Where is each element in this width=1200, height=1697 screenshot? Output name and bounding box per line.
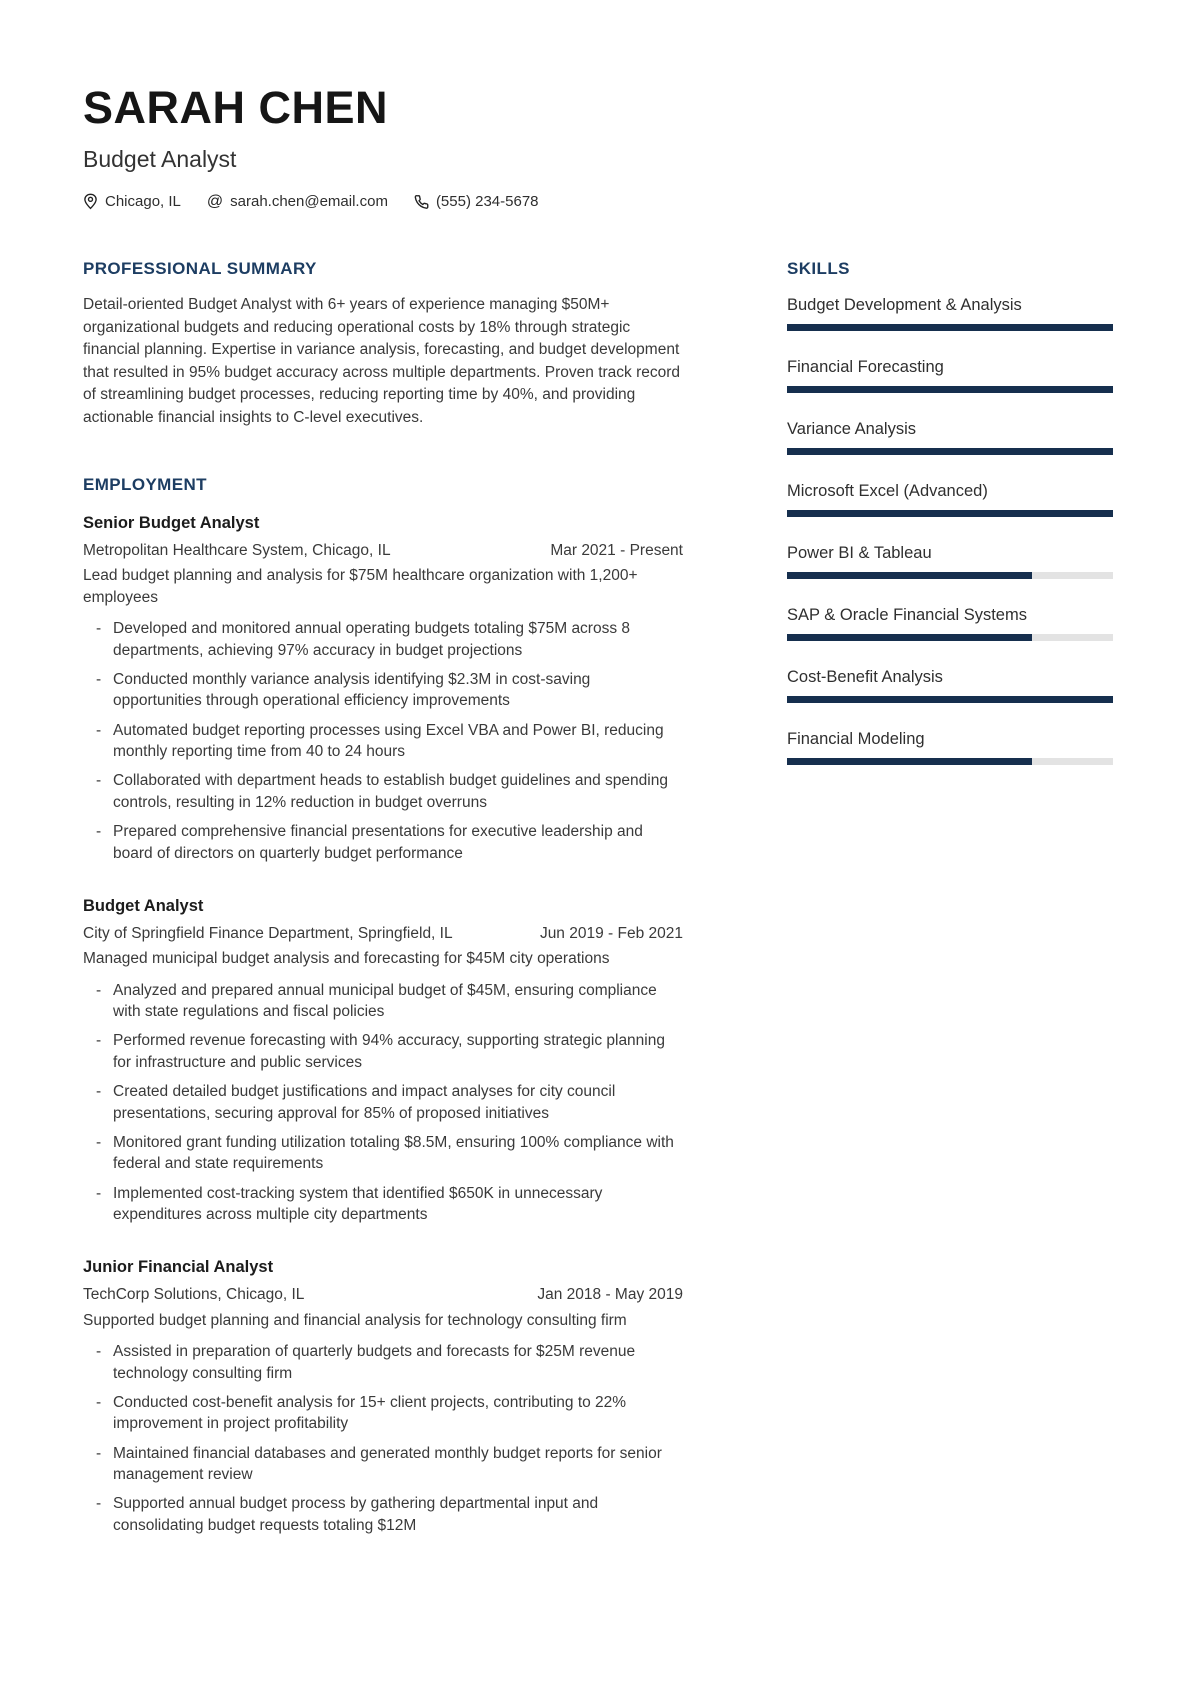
job-bullet — [83, 1081, 683, 1124]
job-list — [83, 514, 683, 1536]
job-bullet — [83, 980, 683, 1023]
job-title: Senior Budget Analyst — [83, 514, 260, 533]
bullet-dash: - — [96, 1343, 102, 1361]
skill-bar-track — [787, 696, 1113, 703]
skill-item — [787, 482, 1113, 517]
skill-item — [787, 420, 1113, 455]
summary-text: Detail-oriented Budget Analyst with 6+ years of experience managing $50M+ organizational budgets and reducing operational costs by 18% through strategic financial planning. Expertise in variance analysis, forecasting, and budget development that resulted in 95% budget accuracy across multiple departments. Proven track record of streamlining budget processes, reducing reporting time by 40%, and providing actionable financial insights to C-level executives. — [83, 296, 681, 426]
bullet-dash: - — [96, 1444, 102, 1462]
bullet-text: Performed revenue forecasting with 94% accuracy, supporting strategic planning for infrastructure and public services — [113, 1032, 665, 1071]
person-job-title: Budget Analyst — [83, 146, 237, 173]
skill-label: Cost-Benefit Analysis — [787, 668, 943, 687]
skill-label: SAP & Oracle Financial Systems — [787, 606, 1027, 625]
contact-email — [207, 193, 388, 210]
skill-item — [787, 730, 1113, 765]
skill-item — [787, 296, 1113, 331]
job-meta-row — [83, 923, 683, 944]
bullet-text: Created detailed budget justifications and impact analyses for city council presentations, securing approval for 85% of proposed initiatives — [113, 1083, 616, 1122]
skill-bar-track — [787, 634, 1113, 641]
skill-bar-track — [787, 510, 1113, 517]
job-bullet — [83, 618, 683, 661]
job-bullet — [83, 720, 683, 763]
skill-bar-fill — [787, 324, 1113, 331]
job-title: Junior Financial Analyst — [83, 1258, 274, 1277]
content-columns — [83, 259, 1113, 1544]
job-entry — [83, 1258, 683, 1536]
bullet-dash: - — [96, 981, 102, 999]
skill-bar-fill — [787, 758, 1032, 765]
job-bullet-list — [83, 980, 683, 1226]
bullet-text: Implemented cost-tracking system that identified $650K in unnecessary expenditures across multiple city departments — [113, 1184, 603, 1224]
job-bullet — [83, 1443, 683, 1486]
bullet-dash: - — [96, 620, 102, 638]
contact-location — [83, 193, 181, 210]
bullet-text: Assisted in preparation of quarterly budgets and forecasts for $25M revenue technology consulting firm — [113, 1343, 636, 1382]
skill-bar-track — [787, 448, 1113, 455]
job-bullet — [83, 1132, 683, 1175]
skill-item — [787, 358, 1113, 393]
bullet-dash: - — [96, 1495, 102, 1513]
bullet-text: Supported annual budget process by gathering departmental input and consolidating budget requests totaling $12M — [113, 1495, 599, 1534]
bullet-text: Developed and monitored annual operating budgets totaling $75M across 8 departments, achieving 97% accuracy in budget projections — [113, 620, 631, 659]
bullet-text: Prepared comprehensive financial presentations for executive leadership and board of directors on quarterly budget performance — [113, 823, 643, 862]
section-professional-summary — [83, 259, 683, 429]
skill-bar-track — [787, 386, 1113, 393]
job-entry — [83, 514, 683, 864]
bullet-text: Collaborated with department heads to establish budget guidelines and spending controls, resulting in 12% reduction in budget overruns — [113, 772, 668, 811]
section-employment — [83, 475, 683, 1536]
location-pin-icon — [83, 193, 98, 210]
skill-label: Power BI & Tableau — [787, 544, 932, 563]
job-bullet — [83, 1030, 683, 1073]
job-dates: Mar 2021 - Present — [550, 542, 683, 560]
job-summary: Lead budget planning and analysis for $75M healthcare organization with 1,200+ employees — [83, 567, 638, 606]
section-skills — [787, 259, 1113, 765]
job-bullet — [83, 770, 683, 813]
bullet-dash: - — [96, 823, 102, 841]
location-text: Chicago, IL — [105, 193, 181, 211]
job-bullet-list — [83, 1341, 683, 1536]
bullet-dash: - — [96, 670, 102, 688]
skill-item — [787, 544, 1113, 579]
skill-bar-fill — [787, 634, 1032, 641]
skill-item — [787, 668, 1113, 703]
bullet-text: Maintained financial databases and generated monthly budget reports for senior management review — [113, 1444, 662, 1484]
at-sign-icon: @ — [206, 192, 224, 210]
job-dates: Jan 2018 - May 2019 — [537, 1286, 683, 1304]
skill-label: Variance Analysis — [787, 420, 917, 439]
job-title: Budget Analyst — [83, 896, 204, 915]
skill-bar-track — [787, 324, 1113, 331]
contact-phone — [414, 193, 539, 210]
job-bullet — [83, 1493, 683, 1536]
job-company: City of Springfield Finance Department, Springfield, IL — [83, 924, 453, 942]
job-bullet-list — [83, 618, 683, 864]
employment-heading: EMPLOYMENT — [83, 475, 207, 495]
job-bullet — [83, 821, 683, 864]
bullet-text: Conducted cost-benefit analysis for 15+ client projects, contributing to 22% improvement in project profitability — [113, 1393, 627, 1433]
skill-bar-fill — [787, 510, 1113, 517]
skills-heading: SKILLS — [787, 259, 850, 279]
skill-bar-fill — [787, 386, 1113, 393]
job-bullet — [83, 1183, 683, 1226]
skill-label: Microsoft Excel (Advanced) — [787, 482, 988, 501]
skill-label: Budget Development & Analysis — [787, 296, 1022, 315]
skill-bar-track — [787, 572, 1113, 579]
skill-label: Financial Modeling — [787, 730, 925, 749]
bullet-text: Monitored grant funding utilization totaling $8.5M, ensuring 100% compliance with federal and state requirements — [113, 1133, 674, 1173]
bullet-dash: - — [96, 772, 102, 790]
job-bullet — [83, 1392, 683, 1435]
email-text: sarah.chen@email.com — [230, 193, 388, 211]
bullet-dash: - — [96, 1083, 102, 1101]
job-entry — [83, 897, 683, 1226]
skill-bar-fill — [787, 696, 1113, 703]
bullet-text: Analyzed and prepared annual municipal budget of $45M, ensuring compliance with state regulations and fiscal policies — [113, 981, 657, 1021]
job-summary: Supported budget planning and financial analysis for technology consulting firm — [83, 1311, 627, 1329]
phone-icon — [414, 194, 429, 210]
job-company: Metropolitan Healthcare System, Chicago, IL — [83, 542, 391, 560]
contact-row — [83, 193, 1113, 210]
resume-header — [83, 84, 1113, 210]
summary-heading: PROFESSIONAL SUMMARY — [83, 259, 317, 279]
job-company: TechCorp Solutions, Chicago, IL — [83, 1286, 305, 1304]
bullet-dash: - — [96, 1184, 102, 1202]
skill-bar-fill — [787, 448, 1113, 455]
phone-text: (555) 234-5678 — [435, 193, 539, 211]
person-name: SARAH CHEN — [83, 82, 389, 133]
bullet-text: Automated budget reporting processes using Excel VBA and Power BI, reducing monthly reporting time from 40 to 24 hours — [113, 721, 664, 761]
skill-list — [787, 296, 1113, 765]
skill-bar-track — [787, 758, 1113, 765]
left-column — [83, 259, 683, 1544]
job-bullet — [83, 669, 683, 712]
bullet-text: Conducted monthly variance analysis identifying $2.3M in cost-saving opportunities through operational efficiency improvements — [113, 670, 591, 710]
job-meta-row — [83, 1284, 683, 1305]
job-meta-row — [83, 540, 683, 561]
bullet-dash: - — [96, 721, 102, 739]
skill-item — [787, 606, 1113, 641]
bullet-dash: - — [96, 1393, 102, 1411]
job-dates: Jun 2019 - Feb 2021 — [539, 924, 683, 942]
right-column — [787, 259, 1113, 1544]
skill-label: Financial Forecasting — [787, 358, 944, 377]
bullet-dash: - — [96, 1032, 102, 1050]
bullet-dash: - — [96, 1133, 102, 1151]
job-summary: Managed municipal budget analysis and forecasting for $45M city operations — [83, 950, 610, 968]
skill-bar-fill — [787, 572, 1032, 579]
job-bullet — [83, 1341, 683, 1384]
